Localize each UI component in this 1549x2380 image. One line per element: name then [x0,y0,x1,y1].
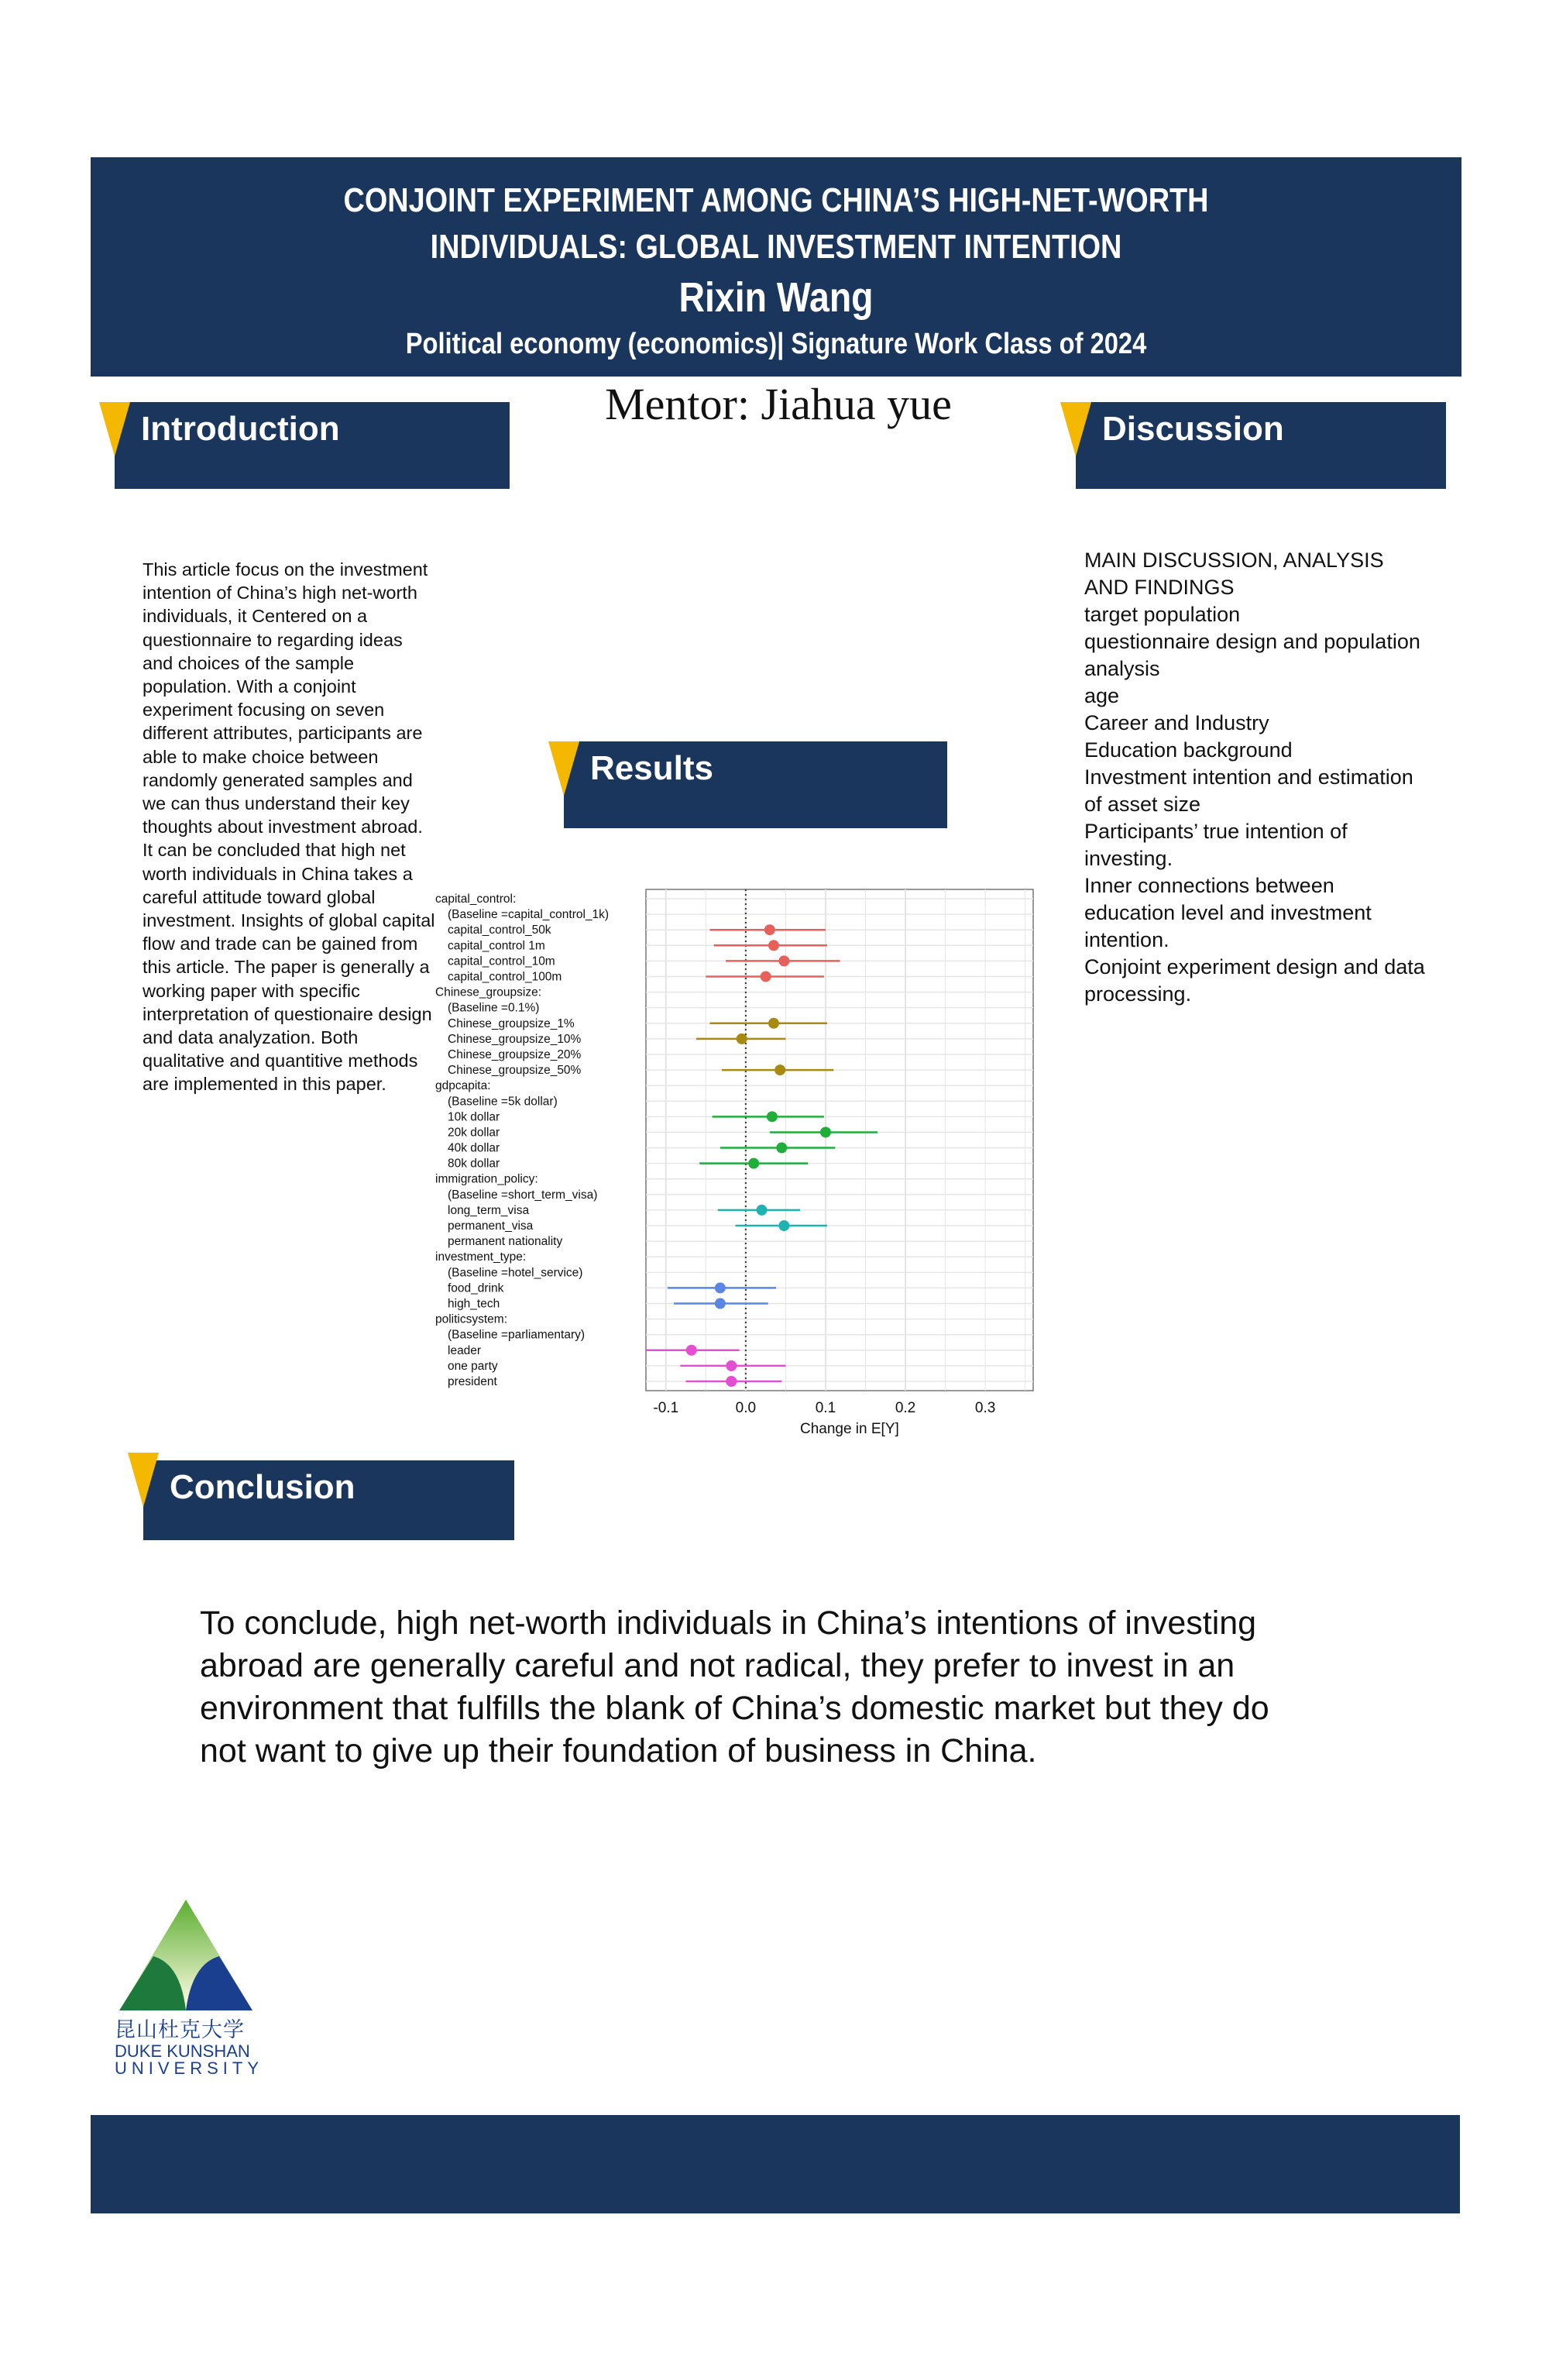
row-label: leader [448,1343,482,1357]
footer-bar [91,2115,1460,2213]
row-label: (Baseline =parliamentary) [448,1328,586,1342]
point-estimate [768,1018,779,1029]
row-label: capital_control_100m [448,970,562,984]
point-estimate [764,924,775,935]
point-estimate [756,1205,767,1216]
point-estimate [767,1111,778,1122]
row-label: permanent_visa [448,1219,534,1233]
point-estimate [778,1220,789,1231]
plot-area [646,889,1033,1391]
discussion-heading: Discussion [1102,410,1284,448]
point-estimate [778,955,789,966]
x-tick-label: 0.3 [974,1400,996,1416]
discussion-item: Conjoint experiment design and data processing. [1084,955,1425,1006]
results-heading: Results [590,749,713,787]
discussion-item: Investment intention and estimation of asset size [1084,765,1413,816]
x-tick-label: 0.2 [895,1400,916,1416]
row-label: Chinese_groupsize_20% [448,1047,582,1061]
point-estimate [726,1376,737,1387]
logo-chinese-name: 昆山杜克大学 [115,2018,245,2042]
row-label: (Baseline =hotel_service) [448,1266,583,1280]
point-estimate [776,1143,787,1154]
poster-title-line1: CONJOINT EXPERIMENT AMONG CHINA’S HIGH-NET-WORTH [343,181,1209,219]
row-label: 20k dollar [448,1126,500,1140]
row-label: (Baseline =capital_control_1k) [448,908,610,922]
row-label: one party [448,1359,498,1373]
row-label: long_term_visa [448,1203,530,1217]
row-label: 10k dollar [448,1110,500,1124]
point-estimate [820,1126,831,1137]
row-label: Chinese_groupsize_10% [448,1032,582,1046]
row-label: 40k dollar [448,1141,500,1155]
row-label: immigration_policy: [435,1172,538,1186]
discussion-item: MAIN DISCUSSION, ANALYSIS AND FINDINGS [1084,549,1384,599]
row-label: investment_type: [435,1250,527,1264]
mountain-logo-icon [115,1890,258,2014]
row-label: 80k dollar [448,1157,500,1171]
row-label: capital_control_10m [448,954,555,968]
logo-line2: UNIVERSITY [115,2058,264,2078]
discussion-item: Inner connections between education level and investment intention. [1084,874,1372,951]
conclusion-heading-box [143,1460,514,1540]
row-label: capital_control_50k [448,923,551,937]
row-label: Chinese_groupsize_1% [448,1016,575,1030]
point-estimate [686,1345,697,1356]
introduction-heading: Introduction [141,410,340,448]
discussion-item: Participants’ true intention of investing. [1084,820,1348,870]
point-estimate [715,1282,726,1293]
x-axis-label: Change in E[Y] [799,1421,899,1437]
x-tick-label: 0.1 [815,1400,836,1416]
row-label: politicsystem: [435,1312,508,1326]
row-label: Chinese_groupsize_50% [448,1064,582,1078]
row-label: Chinese_groupsize: [435,985,542,999]
row-label: (Baseline =short_term_visa) [448,1188,598,1202]
point-estimate [768,940,779,951]
conclusion-text: To conclude, high net-worth individuals in China’s intentions of investing abroad are generally careful and not radical, they prefer to invest in an environment that fulfills the blank of China’s domestic market but they do not want to give up their foundation of business in China. [200,1604,1269,1770]
discussion-item: target population [1084,603,1241,626]
dku-logo [115,1890,264,2084]
row-label: capital_control 1m [448,939,545,953]
author-name: Rixin Wang [678,274,874,321]
introduction-text: This article focus on the investment intention of China’s high net-worth individuals, it Centered on a questionnaire to regarding ideas and choices of the sample population. With a conjoint experiment focusing on seven different attributes, participants are able to make choice between randomly generated samples and we can thus understand their key thoughts about investment abroad. It can be concluded that high net worth individuals in China takes a careful attitude toward global investment. Insights of global capital flow and trade can be gained from this article. The paper is generally a working paper with specific interpretation of questionaire design and data analyzation. Both qualitative and quantitive methods are implemented in this paper. [143,559,435,1095]
flag-icon [128,1453,159,1507]
poster-title-line2: INDIVIDUALS: GLOBAL INVESTMENT INTENTION [430,228,1122,266]
point-estimate [774,1064,785,1075]
row-label: food_drink [448,1281,504,1295]
row-label: permanent nationality [448,1235,563,1249]
point-estimate [726,1360,737,1371]
logo-line1: DUKE KUNSHAN [115,2041,250,2061]
row-label: president [448,1375,497,1388]
discussion-item: questionnaire design and population analysis [1084,630,1420,680]
row-label: (Baseline =0.1%) [448,1001,540,1015]
mentor: Mentor: Jiahua yue [605,379,952,429]
row-label: high_tech [448,1297,500,1311]
discussion-item: Career and Industry [1084,711,1269,734]
conclusion-heading: Conclusion [170,1468,355,1506]
row-label: capital_control: [435,892,517,906]
x-tick-label: 0.0 [735,1400,757,1416]
point-estimate [715,1298,726,1309]
discussion-item: age [1084,684,1120,707]
subtitle: Political economy (economics)| Signature Work Class of 2024 [405,328,1147,360]
point-estimate [737,1034,747,1044]
row-label: (Baseline =5k dollar) [448,1095,558,1109]
x-tick-label: -0.1 [653,1400,679,1416]
point-estimate [748,1158,759,1169]
discussion-item: Education background [1084,738,1293,762]
point-estimate [761,971,771,982]
row-label: gdpcapita: [435,1079,491,1093]
